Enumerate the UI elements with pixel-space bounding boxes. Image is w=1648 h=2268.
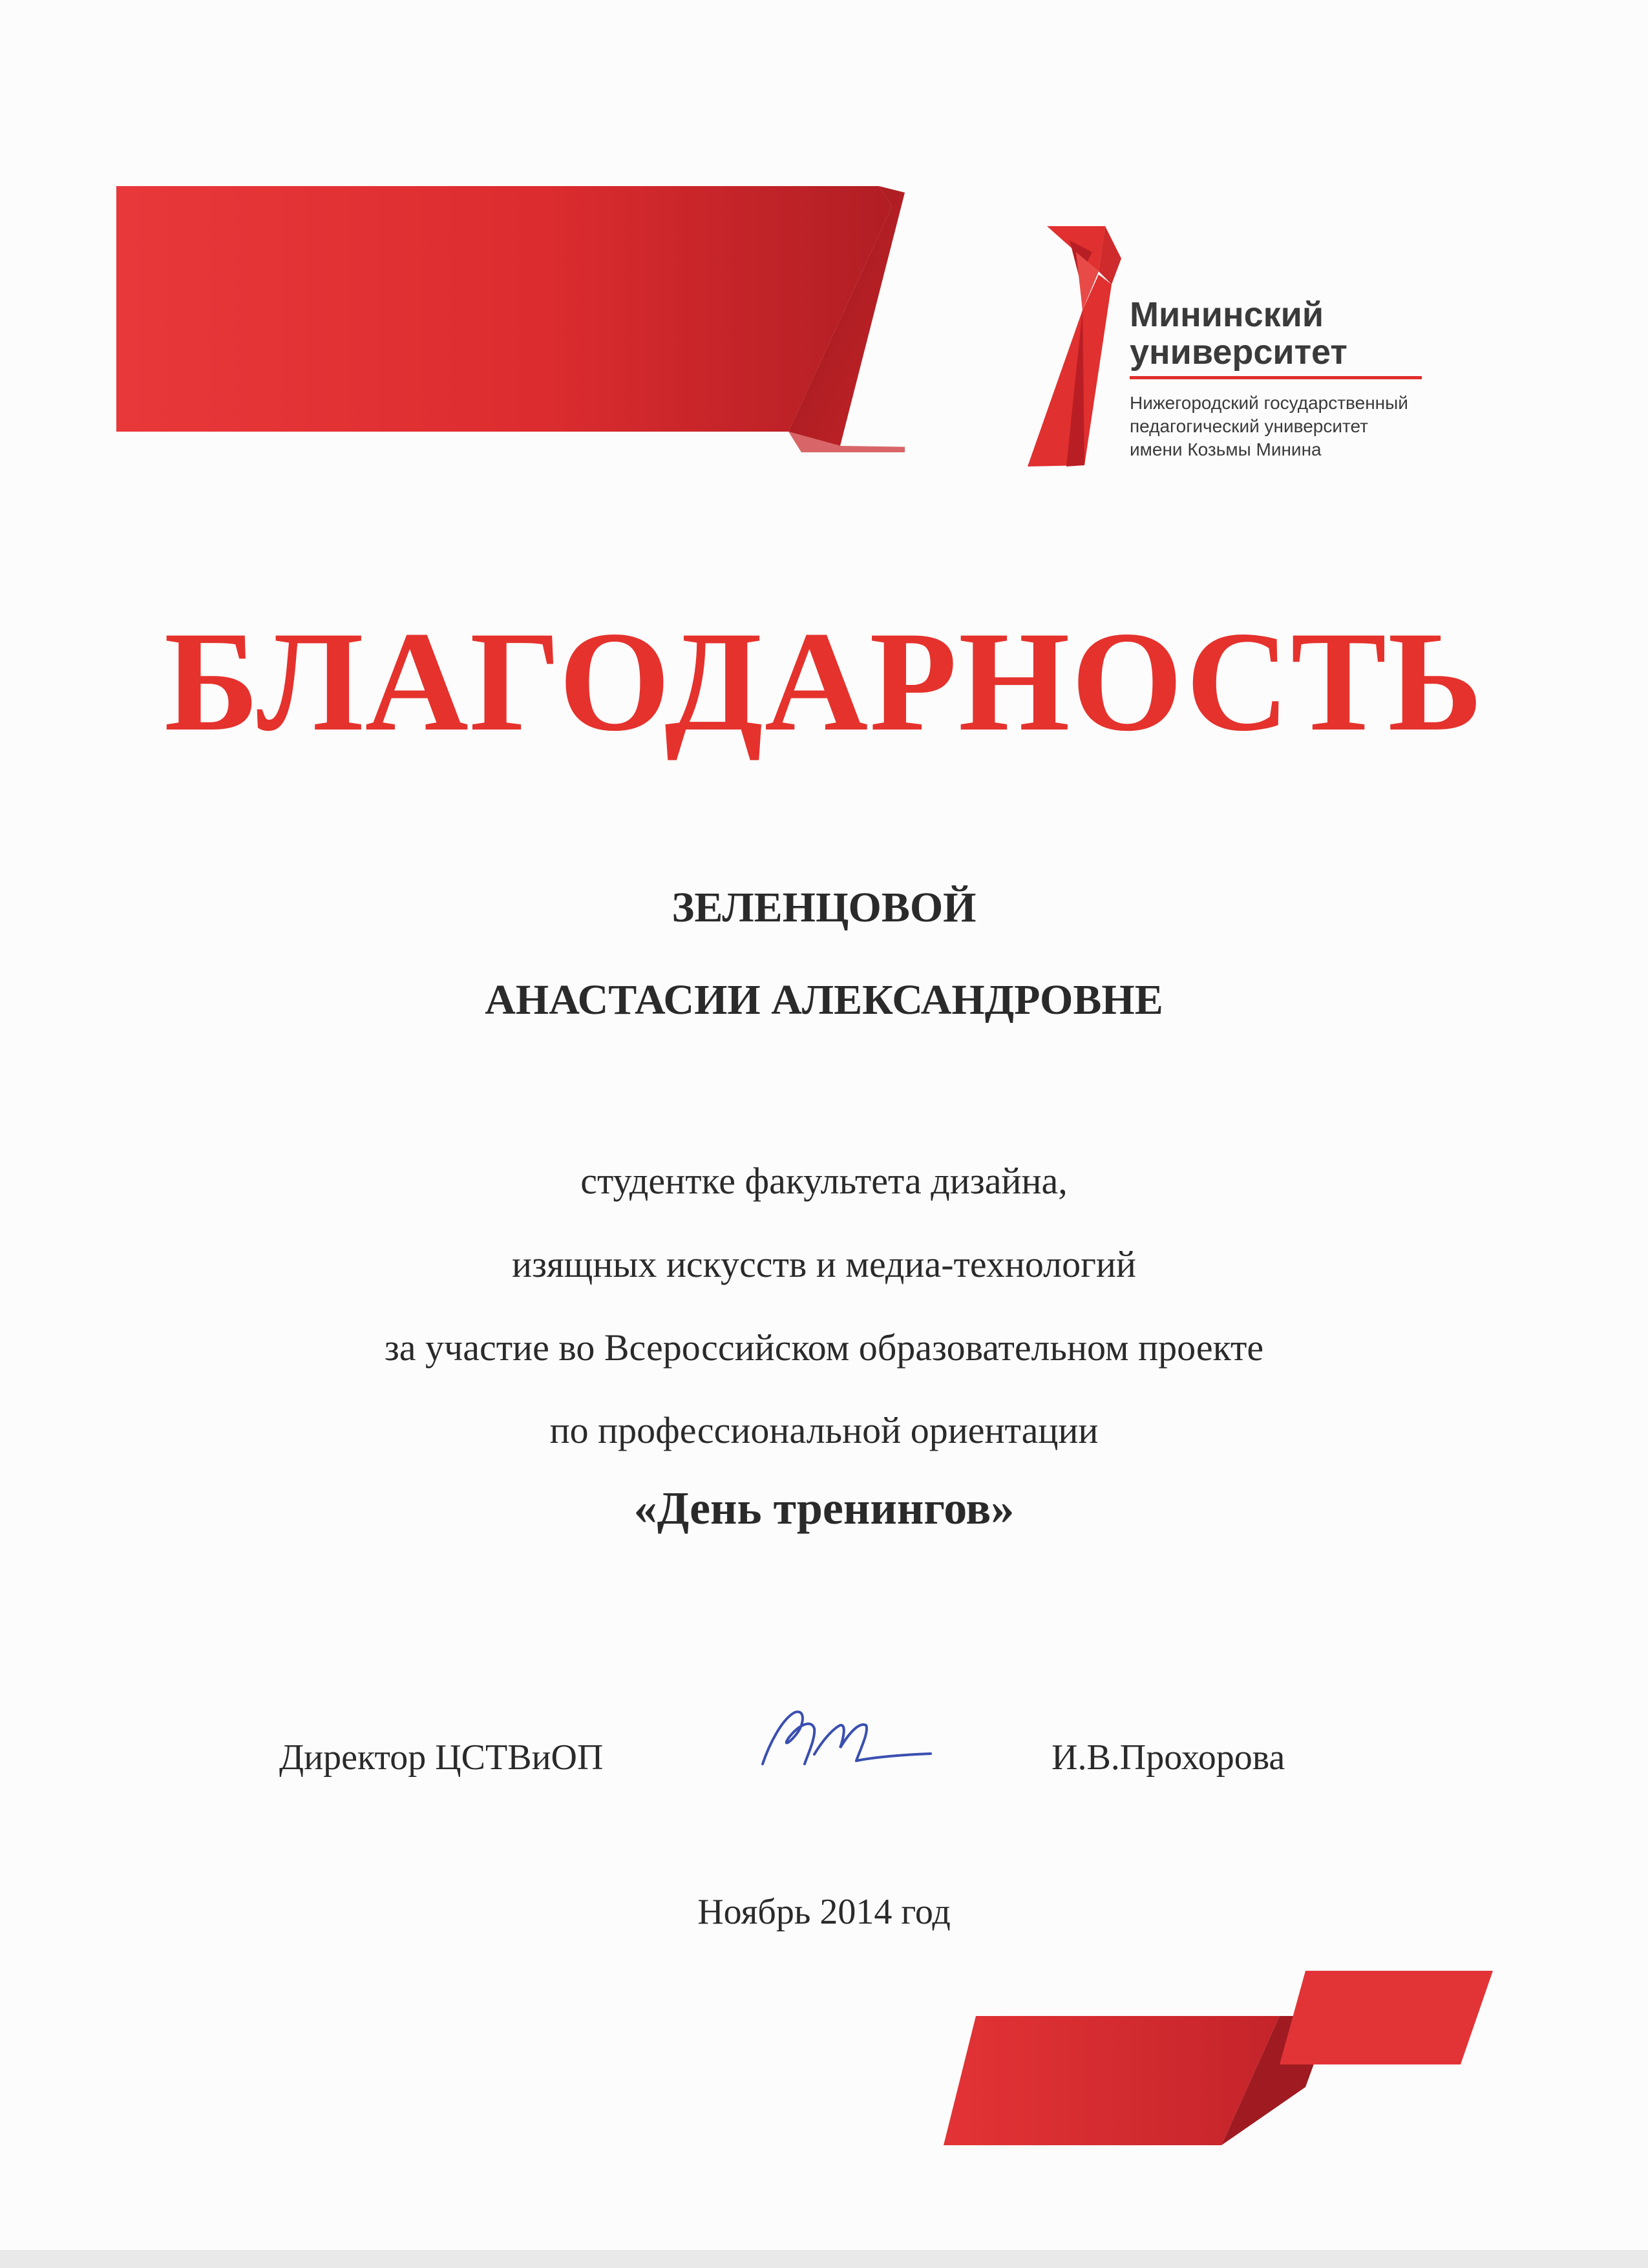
- body-line-4: по профессиональной ориентации: [549, 1409, 1099, 1451]
- signatory-position: Директор ЦСТВиОП: [279, 1738, 604, 1778]
- university-name: [1130, 296, 1347, 371]
- top-ribbon-decoration: [116, 181, 905, 452]
- signatory-name: И.В.Прохорова: [1051, 1738, 1285, 1778]
- university-full-name-line1: Нижегородский государственный: [1130, 393, 1408, 413]
- body-line-3: за участие во Всероссийском образовательном проекте: [384, 1327, 1264, 1369]
- certificate-title: БЛАГОДАРНОСТЬ: [164, 602, 1484, 761]
- recipient-given-names: АНАСТАСИИ АЛЕКСАНДРОВНЕ: [485, 976, 1163, 1024]
- body-line-2: изящных искусств и медиа-технологий: [512, 1243, 1136, 1285]
- handwritten-signature: [743, 1693, 937, 1790]
- university-name-line1: Мининский: [1130, 295, 1324, 334]
- university-full-name-line3: имени Козьмы Минина: [1130, 439, 1322, 459]
- university-full-name: [1130, 392, 1408, 461]
- event-name: «День тренингов»: [633, 1482, 1015, 1534]
- university-full-name-line2: педагогический университет: [1130, 416, 1368, 436]
- university-logo-icon: [1008, 213, 1131, 472]
- scan-bottom-edge: [0, 2250, 1648, 2268]
- body-line-1: студентке факультета дизайна,: [580, 1160, 1068, 1202]
- bottom-ribbon-decoration: [944, 1958, 1499, 2165]
- university-name-line2: университет: [1130, 333, 1347, 372]
- logo-divider: [1130, 376, 1422, 379]
- issue-date: Ноябрь 2014 год: [697, 1892, 951, 1932]
- recipient-surname: ЗЕЛЕНЦОВОЙ: [671, 884, 977, 931]
